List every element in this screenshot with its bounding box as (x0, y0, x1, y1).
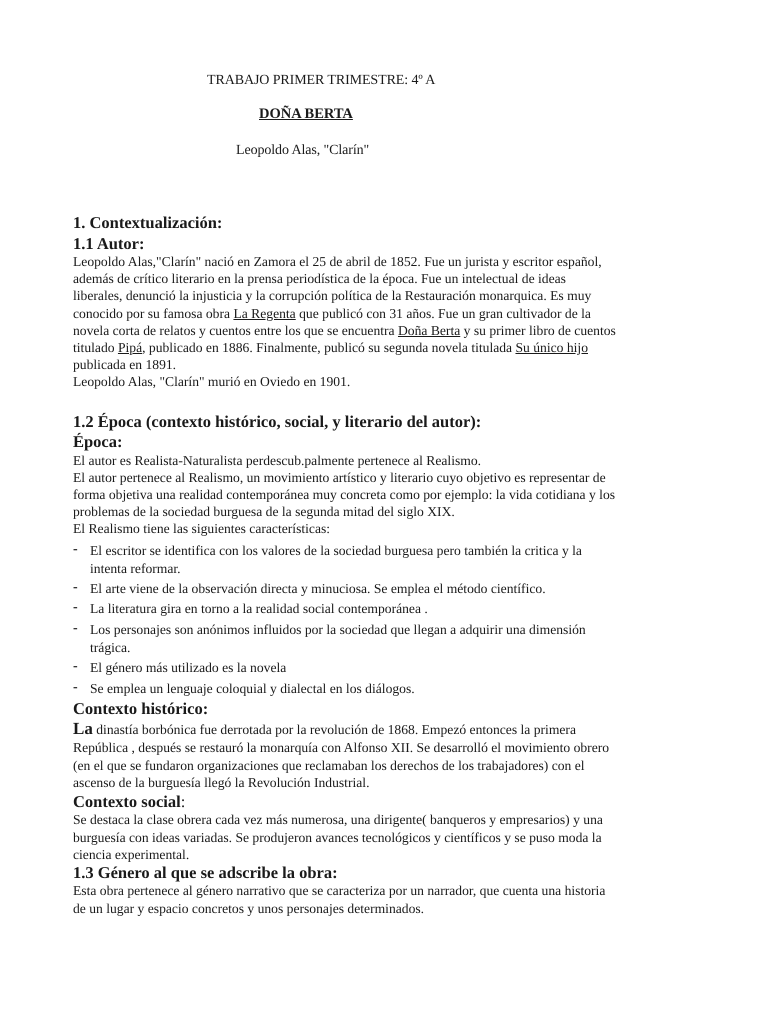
genero-paragraph (73, 882, 713, 922)
work-title: Pipá (117, 340, 143, 355)
list-item: intenta reformar. (90, 560, 181, 576)
text-run: publicada en 1891. (73, 357, 177, 373)
bullet-marker: - (73, 680, 78, 695)
historical-line: ascenso de la burguesía llegó la Revolución Industrial. (73, 775, 370, 790)
list-item: Los personajes son anónimos influidos por la sociedad que llegan a adquirir una dimensión (90, 622, 586, 637)
contexto-social-colon: : (180, 792, 186, 811)
social-line: burguesía con ideas variadas. Se produjeron avances tecnológicos y científicos y se puso moda la (73, 829, 602, 845)
text-run: , publicado en 1886. Finalmente, publicó su segunda novela titulada (142, 340, 516, 355)
historical-first-line (73, 720, 576, 738)
bullet-marker: - (73, 621, 78, 636)
genero-line: de un lugar y espacio concretos y unos personajes determinados. (73, 901, 425, 916)
document-title: DOÑA BERTA (259, 106, 353, 122)
section-heading-genero: 1.3 Género al que se adscribe la obra: (73, 863, 338, 882)
historical-line: (en el que se fundaron organizaciones que reclamaban los derechos de los trabajadores) con el (73, 757, 585, 773)
social-line: ciencia experimental. (73, 847, 190, 862)
bullet-marker: - (73, 600, 78, 615)
list-item: Se emplea un lenguaje coloquial y dialectal en los diálogos. (90, 681, 415, 696)
epoca-line: El Realismo tiene las siguientes características: (73, 521, 331, 536)
author-line: Leopoldo Alas, "Clarín" (236, 143, 370, 158)
social-line: Se destaca la clase obrera cada vez más numerosa, una dirigente( banqueros y empresarios) y una (73, 812, 603, 827)
contexto-social-label: Contexto social (73, 792, 181, 811)
subheading-contexto-social (73, 792, 185, 812)
section-heading-epoca: 1.2 Época (contexto histórico, social, y literario del autor): (73, 412, 482, 431)
text-run: novela corta de relatos y cuentos entre los que se encuentra (73, 322, 398, 338)
bullet-marker: - (73, 542, 78, 557)
epoca-line: El autor es Realista-Naturalista perdescub.palmente pertenece al Realismo. (73, 453, 482, 468)
text-run: además de crítico literario en la prensa periodística de la época. Fue un intelectual de ideas (73, 271, 566, 287)
subheading-contexto-historico: Contexto histórico: (73, 699, 209, 718)
list-item: trágica. (90, 639, 131, 655)
list-item: El escritor se identifica con los valores de la sociedad burguesa pero también la critica y la (90, 543, 582, 558)
epoca-line: problemas de la sociedad burguesa de la segunda mitad del siglo XIX. (73, 504, 455, 519)
work-title: La Regenta (233, 305, 296, 321)
bullet-marker: - (73, 659, 78, 674)
epoca-line: forma objetiva una realidad contemporánea muy concreta como por ejemplo: la vida cotidiana y los (73, 487, 616, 502)
section-heading-contextualizacion: 1. Contextualización: (73, 213, 223, 232)
work-title: Doña Berta (397, 322, 461, 338)
historical-first-word: La (73, 719, 93, 738)
text-run: conocido por su famosa obra (73, 305, 234, 321)
subheading-epoca: Época: (73, 432, 123, 451)
list-item: El arte viene de la observación directa y minuciosa. Se emplea el método científico. (90, 581, 546, 596)
text-run: Leopoldo Alas,"Clarín" nació en Zamora el 25 de abril de 1852. Fue un jurista y escritor español, (73, 254, 602, 269)
list-item: El género más utilizado es la novela (90, 660, 287, 675)
historical-paragraph (73, 739, 713, 794)
text-run: y su primer libro de cuentos (460, 322, 616, 338)
epoca-line: El autor pertenece al Realismo, un movimiento artístico y literario cuyo objetivo es representar de (73, 470, 606, 485)
list-item: La literatura gira en torno a la realidad social contemporánea . (90, 601, 428, 616)
text-run: que publicó con 31 años. Fue un gran cultivador de la (295, 305, 591, 321)
text-run: Leopoldo Alas, "Clarín" murió en Oviedo en 1901. (73, 374, 351, 390)
work-title: Su único hijo (515, 340, 588, 355)
text-run: titulado (73, 340, 118, 355)
bullet-marker: - (73, 580, 78, 595)
historical-line: República , después se restauró la monarquía con Alfonso XII. Se desarrolló el movimiento obrero (73, 740, 610, 755)
subheading-autor: 1.1 Autor: (73, 234, 145, 253)
genero-line: Esta obra pertenece al género narrativo que se caracteriza por un narrador, que cuenta una historia (73, 883, 606, 898)
text-run: liberales, denunció la injusticia y la corrupción política de la Restauración monarquica. Es muy (73, 288, 592, 304)
historical-first-line-rest: dinastía borbónica fue derrotada por la revolución de 1868. Empezó entonces la primera (92, 722, 576, 737)
assignment-header: TRABAJO PRIMER TRIMESTRE: 4º A (207, 73, 436, 88)
social-paragraph (73, 811, 713, 866)
